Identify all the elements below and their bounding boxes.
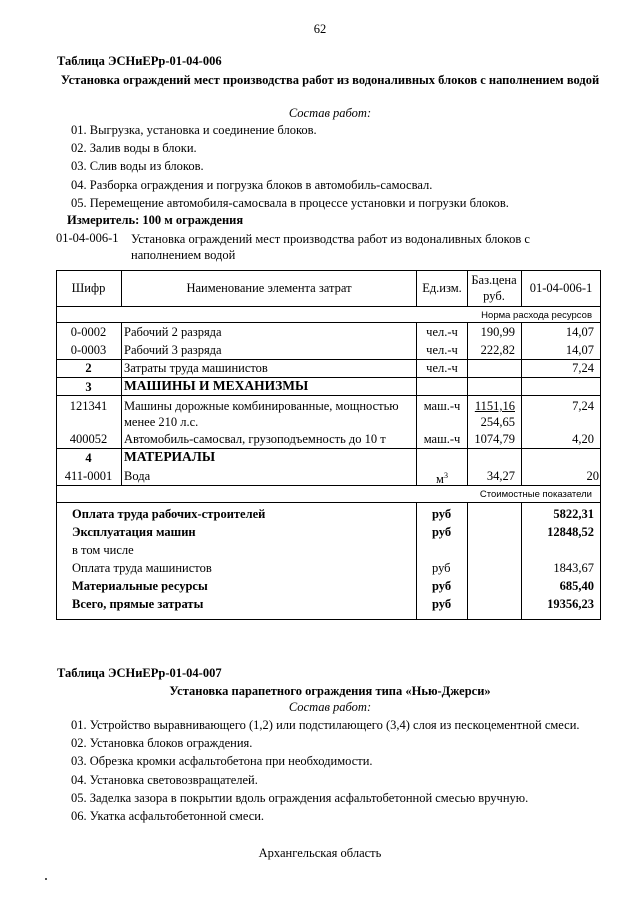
cell-cipher: 121341 — [69, 399, 108, 413]
section-number: 3 — [85, 380, 92, 394]
norm-code: 01-04-006-1 — [56, 231, 119, 245]
cell-name: Вода — [124, 469, 151, 483]
col-header-cipher: Шифр — [71, 281, 106, 295]
cost-value: 5822,31 — [553, 507, 594, 521]
cell-unit: чел.-ч — [426, 343, 458, 357]
cost-name: Оплата труда рабочих-строителей — [72, 507, 266, 521]
cost-unit: руб — [432, 507, 452, 521]
table-border — [56, 619, 601, 620]
cost-name: Оплата труда машинистов — [72, 561, 212, 575]
column-line — [416, 502, 417, 620]
work-list — [71, 121, 509, 212]
work-item: 05. Перемещение автомобиля-самосвала в процессе установки и погрузки блоков. — [71, 195, 509, 210]
cell-name: Затраты труда машинистов — [124, 361, 268, 375]
cell-cipher: 0-0003 — [70, 343, 107, 357]
row-line — [56, 485, 601, 486]
cost-value: 12848,52 — [547, 525, 594, 539]
section-title: МАШИНЫ И МЕХАНИЗМЫ — [124, 378, 309, 393]
cell-cipher: 0-0002 — [70, 325, 107, 339]
cell-price: 222,82 — [480, 343, 515, 357]
cost-name: Материальные ресурсы — [72, 579, 208, 593]
cell-price: 1074,79 — [474, 432, 515, 446]
page-number: 62 — [313, 22, 327, 36]
cost-header: Стоимостные показатели — [479, 489, 592, 500]
col-header-base-price: Баз.цена руб. — [471, 273, 517, 303]
work-item: 01. Выгрузка, установка и соединение блоков. — [71, 123, 317, 137]
table-heading: Установка парапетного ограждения типа «Нью-Джерси» — [169, 684, 491, 698]
cost-including: в том числе — [72, 543, 134, 557]
cost-value: 1843,67 — [553, 561, 594, 575]
col-header-code: 01-04-006-1 — [529, 281, 593, 295]
cell-value: 14,07 — [565, 343, 594, 357]
work-item: 03. Слив воды из блоков. — [71, 159, 204, 174]
work-item: 03. Обрезка кромки асфальтобетона при необходимости. — [71, 754, 373, 769]
cost-value: 19356,23 — [547, 597, 594, 611]
cell-price: 1151,16 — [474, 399, 515, 413]
cell-name: Рабочий 3 разряда — [124, 343, 222, 357]
work-item: 06. Укатка асфальтобетонной смеси. — [71, 808, 265, 823]
column-line — [467, 270, 468, 306]
column-line — [121, 322, 122, 485]
cell-cipher: 400052 — [69, 432, 108, 446]
scan-speck — [45, 878, 47, 880]
cell-unit: чел.-ч — [426, 325, 458, 339]
measure-unit: Измеритель: 100 м ограждения — [67, 213, 244, 227]
col-header-unit: Ед.изм. — [422, 281, 462, 295]
cell-price-cont: 254,65 — [480, 415, 515, 429]
cost-table — [56, 270, 601, 620]
cell-price: 34,27 — [486, 469, 515, 483]
cell-price: 190,99 — [480, 325, 515, 339]
page-footer: Архангельская область — [258, 846, 382, 860]
table-title: Таблица ЭСНиЕРр-01-04-006 — [57, 54, 222, 68]
unit-text: м — [436, 472, 444, 487]
norm-description: Установка ограждений мест производства работ из водоналивных блоков с наполнением водой — [131, 232, 530, 262]
cell-value: 4,20 — [572, 432, 594, 446]
table-title: Таблица ЭСНиЕРр-01-04-007 — [57, 666, 222, 680]
composition-label: Состав работ: — [288, 106, 372, 120]
unit-superscript: 3 — [443, 471, 448, 480]
cell-name: Рабочий 2 разряда — [124, 325, 222, 339]
cell-value: 20 — [586, 469, 599, 483]
cell-value: 14,07 — [565, 325, 594, 339]
row-line — [56, 306, 601, 307]
cell-unit: маш.-ч — [423, 399, 461, 413]
table-border — [56, 270, 601, 271]
cell-unit: маш.-ч — [423, 432, 461, 446]
section-number: 4 — [85, 451, 92, 465]
col-header-name: Наименование элемента затрат — [186, 281, 352, 295]
work-item: 04. Установка световозвращателей. — [71, 772, 258, 787]
cost-value: 685,40 — [559, 579, 594, 593]
work-item: 01. Устройство выравнивающего (1,2) или подстилающего (3,4) слоя из пескоцементной смеси. — [71, 718, 580, 732]
cell-name: Автомобиль-самосвал, грузоподъемность до 10 т — [124, 432, 386, 446]
cell-value: 7,24 — [572, 399, 594, 413]
work-item: 05. Заделка зазора в покрытии вдоль ограждения асфальтобетонной смесью вручную. — [71, 790, 529, 805]
work-item: 02. Залив воды в блоки. — [71, 141, 197, 156]
cost-unit: руб — [432, 561, 451, 575]
norm-header: Норма расхода ресурсов — [481, 310, 592, 321]
cost-unit: руб — [432, 597, 452, 611]
column-line — [467, 502, 468, 620]
cell-cipher: 2 — [85, 361, 92, 375]
cost-name: Всего, прямые затраты — [72, 597, 204, 611]
cell-cipher: 411-0001 — [64, 469, 113, 483]
work-item: 02. Установка блоков ограждения. — [71, 736, 253, 751]
cell-name: Машины дорожные комбинированные, мощностью — [124, 399, 399, 413]
cell-name-cont: менее 210 л.с. — [124, 415, 199, 429]
cell-unit — [417, 468, 467, 487]
table-heading: Установка ограждений мест производства работ из водоналивных блоков с наполнением водой — [60, 73, 600, 87]
row-line — [56, 395, 601, 396]
composition-label: Состав работ: — [288, 700, 372, 714]
cell-unit: чел.-ч — [426, 361, 458, 375]
cell-value: 7,24 — [572, 361, 594, 375]
cost-name: Эксплуатация машин — [72, 525, 196, 539]
work-item: 04. Разборка ограждения и погрузка блоков в автомобиль-самосвал. — [71, 177, 433, 192]
section-title: МАТЕРИАЛЫ — [124, 449, 216, 464]
work-list — [71, 716, 580, 825]
cost-unit: руб — [432, 525, 452, 539]
cost-unit: руб — [432, 579, 452, 593]
